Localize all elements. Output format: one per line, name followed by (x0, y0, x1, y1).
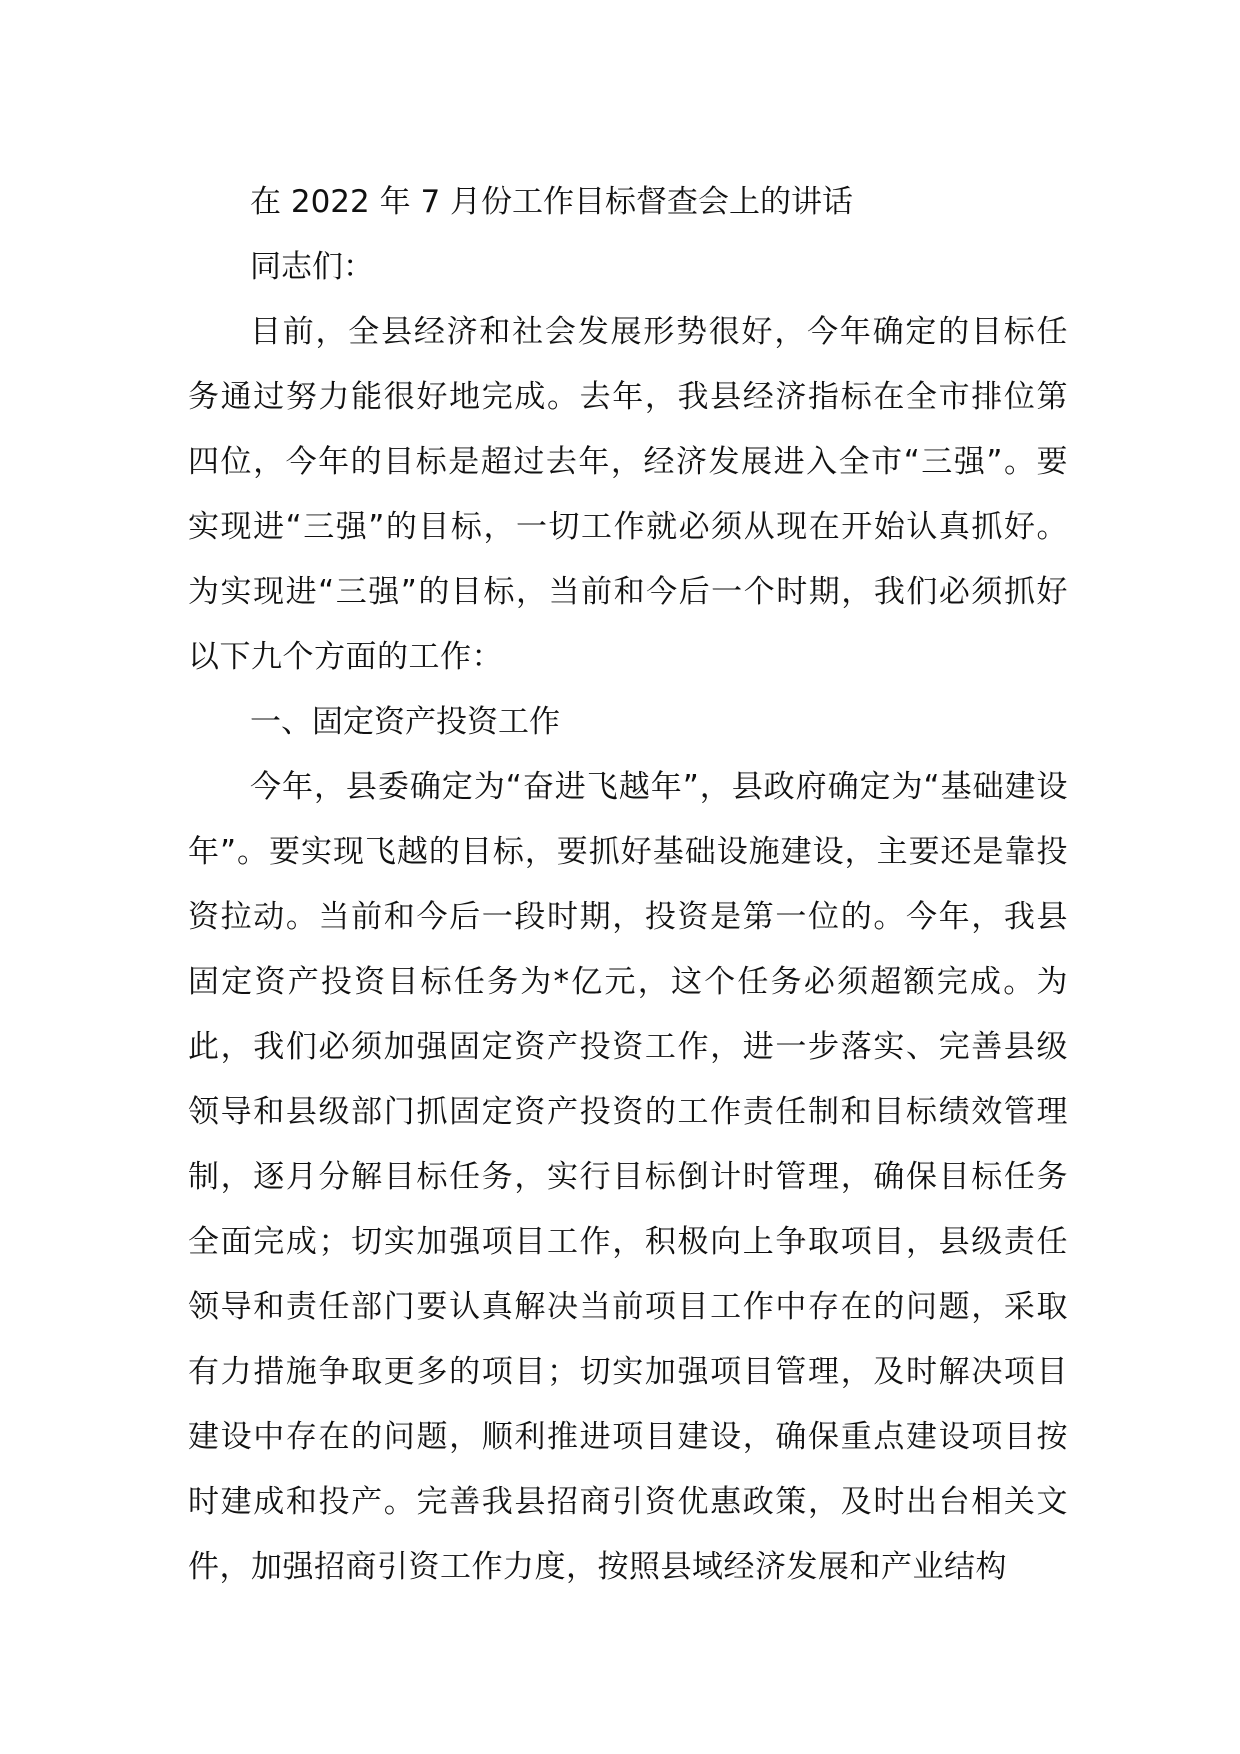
speech-title: 在 2022 年 7 月份工作目标督查会上的讲话 (250, 184, 854, 220)
salutation: 同志们： (250, 249, 374, 285)
intro-paragraph: 目前，全县经济和社会发展形势很好，今年确定的目标任务通过努力能很好地完成。去年，我县经济指标在全市排位第四位，今年的目标是超过去年，经济发展进入全市“三强”。要实现进“三强”的目标，一切工作就必须从现在开始认真抓好。为实现进“三强”的目标，当前和今后一个时期，我们必须抓好以下九个方面的工作： (188, 314, 1068, 675)
document-page (188, 170, 1068, 1600)
body-paragraph: 今年，县委确定为“奋进飞越年”，县政府确定为“基础建设年”。要实现飞越的目标，要抓好基础设施建设，主要还是靠投资拉动。当前和今后一段时期，投资是第一位的。今年，我县固定资产投资目标任务为*亿元，这个任务必须超额完成。为此，我们必须加强固定资产投资工作，进一步落实、完善县级领导和县级部门抓固定资产投资的工作责任制和目标绩效管理制，逐月分解目标任务，实行目标倒计时管理，确保目标任务全面完成；切实加强项目工作，积极向上争取项目，县级责任领导和责任部门要认真解决当前项目工作中存在的问题，采取有力措施争取更多的项目；切实加强项目管理，及时解决项目建设中存在的问题，顺利推进项目建设，确保重点建设项目按时建成和投产。完善我县招商引资优惠政策，及时出台相关文件，加强招商引资工作力度，按照县域经济发展和产业结构 (188, 769, 1068, 1585)
section-heading-fixed-asset-investment: 一、固定资产投资工作 (250, 704, 560, 740)
